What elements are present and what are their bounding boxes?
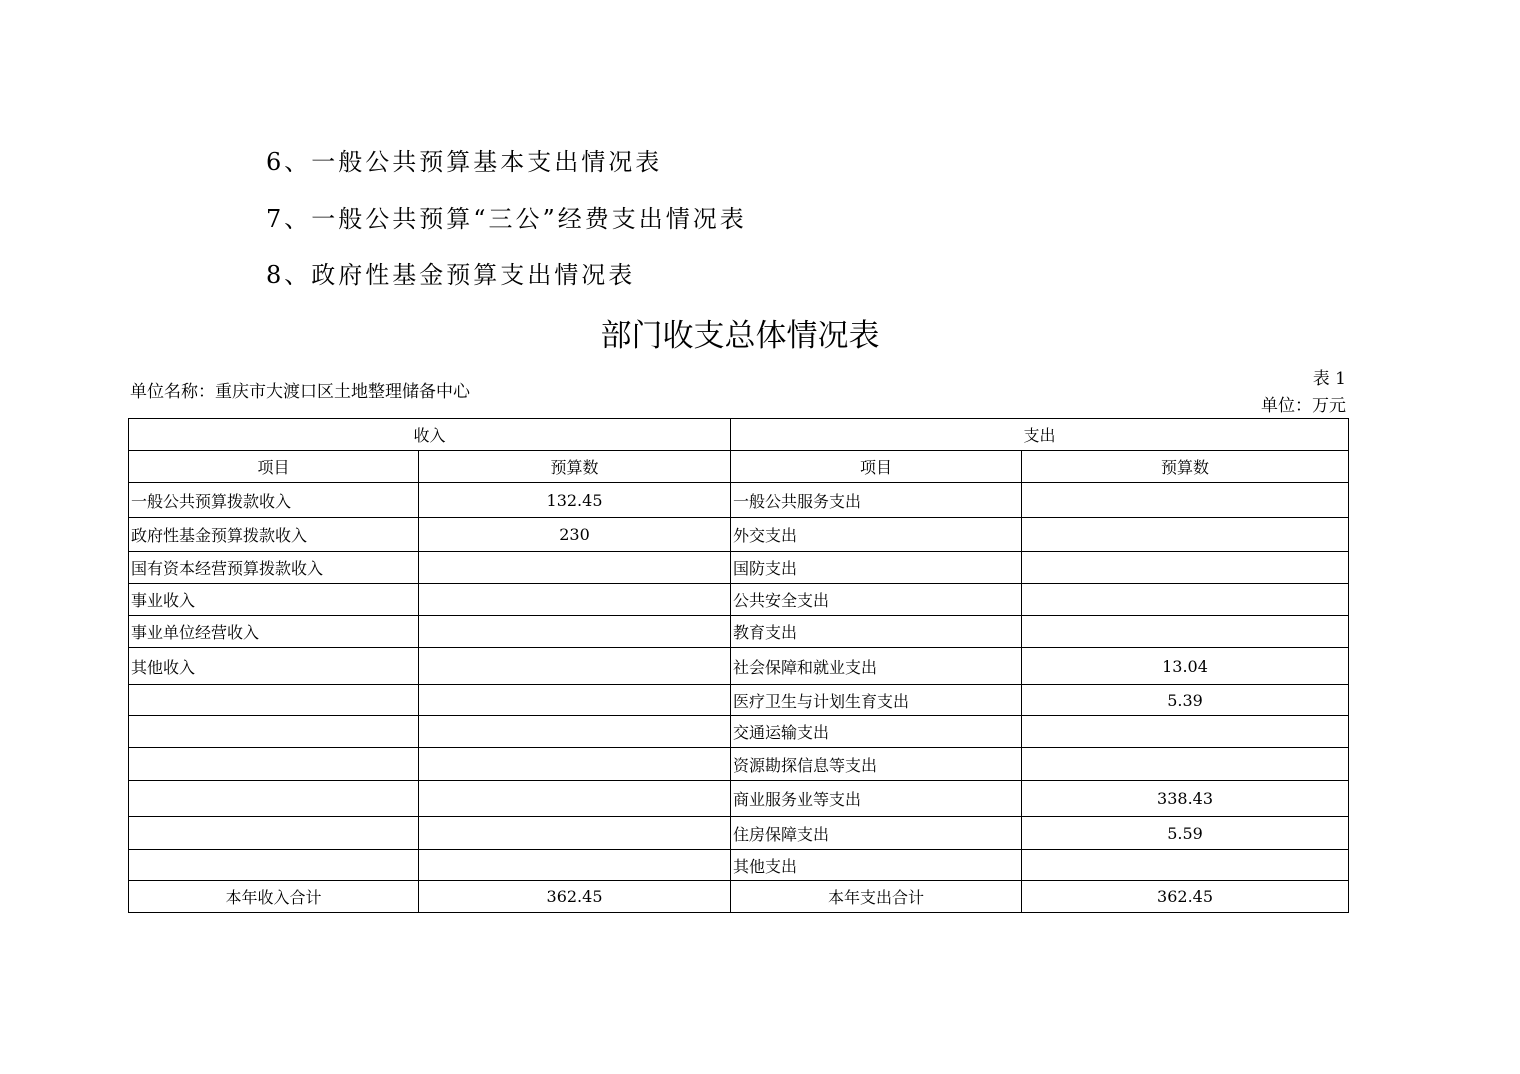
expense-total-label: 本年支出合计 [731,881,1022,913]
income-item: 事业收入 [129,584,419,616]
list-item-6: 6、一般公共预算基本支出情况表 [266,148,663,176]
expense-item: 社会保障和就业支出 [731,648,1022,685]
income-value [419,716,731,748]
income-value: 132.45 [419,483,731,518]
table-row [129,518,1349,552]
income-item [129,716,419,748]
income-item-header: 项目 [129,451,419,483]
income-value [419,685,731,716]
table-row [129,748,1349,781]
income-value [419,584,731,616]
expense-value [1022,616,1349,648]
expense-item: 公共安全支出 [731,584,1022,616]
expense-value [1022,518,1349,552]
table-row [129,716,1349,748]
expense-value: 5.59 [1022,817,1349,850]
income-value [419,616,731,648]
table-row [129,781,1349,817]
income-value [419,781,731,817]
table-row [129,685,1349,716]
expense-item: 国防支出 [731,552,1022,584]
expense-item: 其他支出 [731,850,1022,881]
income-value [419,850,731,881]
list-item-8: 8、政府性基金预算支出情况表 [266,261,636,289]
table-row [129,584,1349,616]
expense-item: 商业服务业等支出 [731,781,1022,817]
expense-budget-header: 预算数 [1022,451,1349,483]
expense-value [1022,552,1349,584]
expense-value: 13.04 [1022,648,1349,685]
income-total-value: 362.45 [419,881,731,913]
expense-item: 一般公共服务支出 [731,483,1022,518]
expense-header: 支出 [731,419,1349,451]
income-item: 国有资本经营预算拨款收入 [129,552,419,584]
income-item [129,817,419,850]
expense-item: 交通运输支出 [731,716,1022,748]
expense-item: 医疗卫生与计划生育支出 [731,685,1022,716]
expense-value [1022,850,1349,881]
table-row [129,552,1349,584]
income-value: 230 [419,518,731,552]
section-header-row [129,419,1349,451]
budget-table [128,418,1349,913]
expense-item: 外交支出 [731,518,1022,552]
expense-value [1022,716,1349,748]
expense-item: 住房保障支出 [731,817,1022,850]
expense-total-value: 362.45 [1022,881,1349,913]
total-row [129,881,1349,913]
expense-value [1022,483,1349,518]
income-item: 事业单位经营收入 [129,616,419,648]
income-item [129,781,419,817]
page-title: 部门收支总体情况表 [600,318,880,354]
unit-name: 单位名称：重庆市大渡口区土地整理储备中心 [130,382,470,402]
currency-unit: 单位：万元 [1261,396,1346,416]
table-number: 表 1 [1312,369,1346,389]
table-row [129,616,1349,648]
expense-value [1022,584,1349,616]
income-value [419,552,731,584]
income-header: 收入 [129,419,731,451]
expense-value: 5.39 [1022,685,1349,716]
income-total-label: 本年收入合计 [129,881,419,913]
income-value [419,748,731,781]
table-row [129,483,1349,518]
income-item [129,850,419,881]
income-item: 一般公共预算拨款收入 [129,483,419,518]
expense-value [1022,748,1349,781]
income-item: 政府性基金预算拨款收入 [129,518,419,552]
income-value [419,648,731,685]
expense-item: 资源勘探信息等支出 [731,748,1022,781]
expense-item: 教育支出 [731,616,1022,648]
list-item-7: 7、一般公共预算“三公”经费支出情况表 [266,205,747,233]
table-row [129,648,1349,685]
income-item [129,748,419,781]
column-header-row [129,451,1349,483]
table-row [129,850,1349,881]
expense-item-header: 项目 [731,451,1022,483]
income-value [419,817,731,850]
income-budget-header: 预算数 [419,451,731,483]
income-item [129,685,419,716]
income-item: 其他收入 [129,648,419,685]
table-row [129,817,1349,850]
expense-value: 338.43 [1022,781,1349,817]
